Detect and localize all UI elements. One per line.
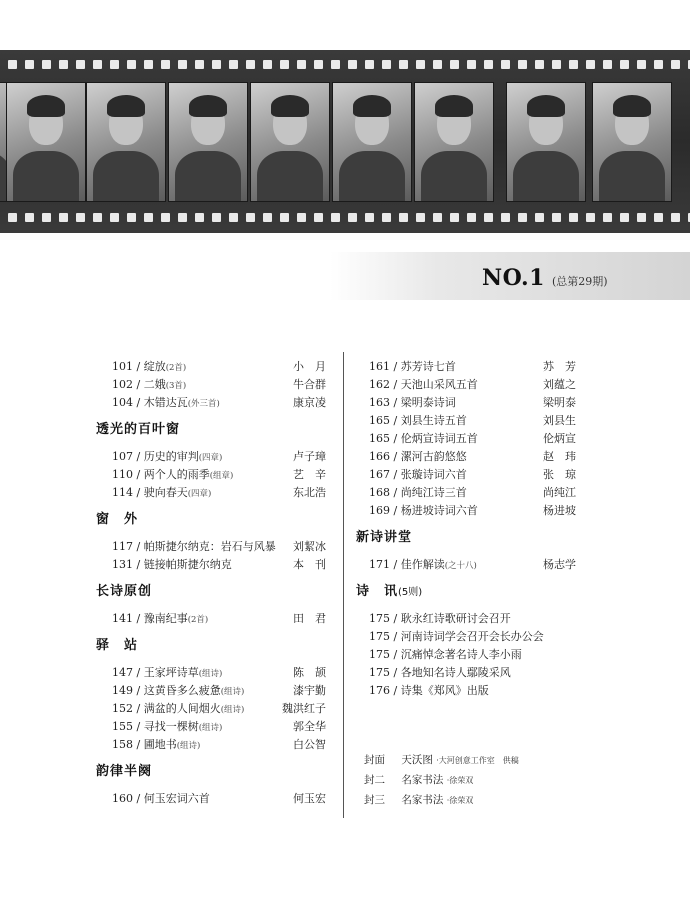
toc-entry[interactable] bbox=[356, 430, 586, 448]
portrait-hair bbox=[353, 95, 391, 117]
toc-page-number: 167 bbox=[369, 468, 390, 481]
toc-title-text: 伦炳宣诗词五首 bbox=[400, 432, 478, 445]
portrait-photo bbox=[168, 82, 248, 202]
sprocket-hole bbox=[620, 60, 629, 69]
portrait-hair bbox=[271, 95, 309, 117]
toc-entry-title: 155 / 寻找一棵树(组诗) bbox=[112, 720, 223, 733]
sprocket-hole bbox=[25, 60, 34, 69]
section-title: 韵律半阕 bbox=[96, 764, 153, 779]
toc-page-number: 141 bbox=[112, 612, 133, 625]
toc-page-number: 155 bbox=[112, 720, 133, 733]
toc-entry-title: 114 / 驶向春天(四章) bbox=[112, 486, 212, 499]
toc-entry-note: (四章) bbox=[198, 453, 223, 463]
toc-entry-title: 141 / 豫南纪事(2首) bbox=[112, 612, 209, 625]
toc-page-number: 117 bbox=[112, 540, 133, 553]
toc-entry[interactable] bbox=[356, 628, 586, 646]
toc-entry-title: 101 / 绽放(2首) bbox=[112, 360, 187, 373]
toc-title-text: 绽放 bbox=[143, 360, 166, 373]
toc-title-text: 驶向春天 bbox=[143, 486, 188, 499]
toc-entry-note: (3首) bbox=[165, 381, 187, 391]
toc-page-number: 158 bbox=[112, 738, 133, 751]
sprocket-hole bbox=[76, 60, 85, 69]
toc-entry-title: 131 / 链接帕斯捷尔纳克 bbox=[112, 558, 232, 571]
toc-author: 刘县生 bbox=[543, 414, 576, 427]
toc-entry[interactable] bbox=[356, 412, 586, 430]
sprocket-hole bbox=[195, 213, 204, 222]
sprocket-hole bbox=[212, 213, 221, 222]
toc-entry[interactable] bbox=[356, 646, 586, 664]
section-heading bbox=[356, 528, 586, 548]
toc-title-text: 尚纯江诗三首 bbox=[400, 486, 467, 499]
portrait-torso bbox=[513, 151, 579, 202]
sprocket-hole bbox=[603, 213, 612, 222]
section-heading bbox=[356, 582, 586, 602]
toc-entry-title: 163 / 梁明泰诗词 bbox=[369, 396, 456, 409]
cover-title: 名家书法 bbox=[401, 774, 444, 786]
sprocket-hole bbox=[297, 213, 306, 222]
toc-title-text: 诗集《郑风》出版 bbox=[400, 684, 489, 697]
sprocket-hole bbox=[110, 60, 119, 69]
toc-entry-note: (之十八) bbox=[444, 561, 477, 571]
sprocket-hole bbox=[76, 213, 85, 222]
sprocket-hole bbox=[467, 60, 476, 69]
sprocket-hole bbox=[569, 213, 578, 222]
sprocket-hole bbox=[450, 213, 459, 222]
toc-entry-title: 165 / 刘县生诗五首 bbox=[369, 414, 467, 427]
sprocket-hole bbox=[161, 213, 170, 222]
toc-entry-note: (2首) bbox=[165, 363, 187, 373]
sprocket-hole bbox=[8, 60, 17, 69]
film-strip-photo-banner bbox=[0, 50, 690, 233]
toc-entry[interactable] bbox=[96, 718, 336, 736]
toc-author: 康京凌 bbox=[293, 396, 326, 409]
sprocket-hole bbox=[93, 60, 102, 69]
sprocket-hole bbox=[331, 213, 340, 222]
portrait-hair bbox=[27, 95, 65, 117]
toc-entry-title: 160 / 何玉宏词六首 bbox=[112, 792, 210, 805]
toc-entry[interactable] bbox=[96, 664, 336, 682]
sprocket-hole bbox=[110, 213, 119, 222]
sprocket-hole bbox=[518, 213, 527, 222]
toc-author: 艺 辛 bbox=[293, 468, 326, 481]
toc-title-text: 帕斯捷尔纳克：岩石与风暴 bbox=[143, 540, 276, 553]
sprocket-hole bbox=[586, 213, 595, 222]
toc-entry[interactable] bbox=[96, 538, 336, 556]
toc-title-text: 梁明泰诗词 bbox=[400, 396, 456, 409]
portrait-hair bbox=[527, 95, 565, 117]
sprocket-hole bbox=[178, 60, 187, 69]
toc-entry[interactable] bbox=[356, 466, 586, 484]
sprocket-hole bbox=[297, 60, 306, 69]
cover-credit: ·大河创意工作室 供稿 bbox=[436, 756, 519, 765]
toc-page-number: 171 bbox=[369, 558, 390, 571]
portrait-photo bbox=[6, 82, 86, 202]
toc-author: 何玉宏 bbox=[293, 792, 326, 805]
sprocket-hole bbox=[416, 60, 425, 69]
toc-entry-title: 169 / 杨进坡诗词六首 bbox=[369, 504, 478, 517]
toc-page-number: 165 bbox=[369, 414, 390, 427]
toc-entry-title: 175 / 河南诗词学会召开会长办公会 bbox=[369, 630, 544, 643]
toc-entry-title: 162 / 天池山采风五首 bbox=[369, 378, 478, 391]
sprocket-hole bbox=[161, 60, 170, 69]
toc-page-number: 160 bbox=[112, 792, 133, 805]
sprocket-hole bbox=[229, 60, 238, 69]
toc-entry[interactable] bbox=[96, 610, 336, 628]
sprocket-hole bbox=[331, 60, 340, 69]
section-title: 窗 外 bbox=[96, 512, 139, 527]
issue-number: NO.1 bbox=[482, 265, 545, 291]
sprocket-hole bbox=[195, 60, 204, 69]
sprocket-hole bbox=[399, 213, 408, 222]
toc-author: 郭全华 bbox=[293, 720, 326, 733]
toc-author: 赵 玮 bbox=[543, 450, 576, 463]
toc-page-number: 168 bbox=[369, 486, 390, 499]
toc-author: 白公智 bbox=[293, 738, 326, 751]
section-heading bbox=[96, 420, 336, 440]
section-title: 长诗原创 bbox=[96, 584, 153, 599]
portrait-hair bbox=[613, 95, 651, 117]
toc-page-number: 175 bbox=[369, 630, 390, 643]
toc-title-text: 天池山采风五首 bbox=[400, 378, 478, 391]
toc-title-text: 寻找一棵树 bbox=[143, 720, 199, 733]
sprocket-hole bbox=[348, 213, 357, 222]
toc-title-text: 刘县生诗五首 bbox=[400, 414, 467, 427]
cover-label: 封二 bbox=[364, 774, 385, 786]
toc-entry[interactable] bbox=[356, 556, 586, 574]
toc-page-number: 152 bbox=[112, 702, 133, 715]
toc-title-text: 这黄昏多么疲惫 bbox=[143, 684, 221, 697]
sprocket-hole bbox=[178, 213, 187, 222]
toc-entry-title: 152 / 满盆的人间烟火(组诗) bbox=[112, 702, 245, 715]
portrait-torso bbox=[257, 151, 323, 202]
sprocket-hole bbox=[501, 213, 510, 222]
toc-entry[interactable] bbox=[96, 448, 336, 466]
toc-author: 小 月 bbox=[293, 360, 326, 373]
toc-entry[interactable] bbox=[96, 466, 336, 484]
sprocket-hole bbox=[501, 60, 510, 69]
sprocket-hole bbox=[586, 60, 595, 69]
toc-title-text: 两个人的雨季 bbox=[143, 468, 210, 481]
toc-author: 田 君 bbox=[293, 612, 326, 625]
toc-entry[interactable] bbox=[356, 484, 586, 502]
sprocket-hole bbox=[620, 213, 629, 222]
toc-entry-title: 166 / 漯河古韵悠悠 bbox=[369, 450, 467, 463]
toc-entry-title: 176 / 诗集《郑风》出版 bbox=[369, 684, 489, 697]
toc-entry-note: (组诗) bbox=[198, 669, 223, 679]
toc-entry-title: 175 / 各地知名诗人鄢陵采风 bbox=[369, 666, 511, 679]
portrait-photo bbox=[506, 82, 586, 202]
toc-author: 牛合群 bbox=[293, 378, 326, 391]
toc-entry-title: 104 / 木错达瓦(外三首) bbox=[112, 396, 220, 409]
toc-author: 杨志学 bbox=[543, 558, 576, 571]
toc-page-number: 101 bbox=[112, 360, 133, 373]
sprocket-hole bbox=[25, 213, 34, 222]
toc-page-number: 175 bbox=[369, 666, 390, 679]
sprocket-hole bbox=[654, 60, 663, 69]
sprocket-hole bbox=[603, 60, 612, 69]
issue-total: (总第29期) bbox=[552, 275, 608, 288]
toc-entry-title: 102 / 二娥(3首) bbox=[112, 378, 187, 391]
toc-entry-title: 158 / 圃地书(组诗) bbox=[112, 738, 201, 751]
portrait-photo bbox=[592, 82, 672, 202]
toc-title-text: 佳作解读 bbox=[400, 558, 445, 571]
sprocket-hole bbox=[8, 213, 17, 222]
toc-entry[interactable] bbox=[356, 682, 586, 700]
sprocket-hole bbox=[42, 213, 51, 222]
sprocket-hole bbox=[280, 60, 289, 69]
toc-author: 杨进坡 bbox=[543, 504, 576, 517]
toc-entry[interactable] bbox=[356, 448, 586, 466]
toc-page-number: 104 bbox=[112, 396, 133, 409]
toc-author: 伦炳宣 bbox=[543, 432, 576, 445]
sprocket-hole bbox=[314, 213, 323, 222]
toc-page-number: 149 bbox=[112, 684, 133, 697]
portrait-photo bbox=[86, 82, 166, 202]
toc-entry-title: 175 / 沉痛悼念著名诗人李小雨 bbox=[369, 648, 522, 661]
toc-page-number: 102 bbox=[112, 378, 133, 391]
toc-page-number: 110 bbox=[112, 468, 133, 481]
toc-title-text: 满盆的人间烟火 bbox=[143, 702, 221, 715]
toc-entry-note: (组诗) bbox=[198, 723, 223, 733]
section-title: 新诗讲堂 bbox=[356, 530, 413, 545]
toc-author: 漆宇勤 bbox=[293, 684, 326, 697]
toc-right-column bbox=[356, 358, 586, 700]
toc-author: 本 刊 bbox=[293, 558, 326, 571]
toc-title-text: 张璇诗词六首 bbox=[400, 468, 467, 481]
toc-entry[interactable] bbox=[96, 682, 336, 700]
toc-entry[interactable] bbox=[96, 376, 336, 394]
toc-entry[interactable] bbox=[96, 736, 336, 754]
toc-author: 梁明泰 bbox=[543, 396, 576, 409]
toc-entry-title: 107 / 历史的审判(四章) bbox=[112, 450, 223, 463]
toc-entry-title: 175 / 耿永红诗歌研讨会召开 bbox=[369, 612, 511, 625]
portrait-torso bbox=[339, 151, 405, 202]
toc-entry[interactable] bbox=[356, 610, 586, 628]
section-heading bbox=[96, 510, 336, 530]
sprocket-hole bbox=[671, 60, 680, 69]
film-sprocket-holes-top bbox=[0, 58, 690, 72]
sprocket-hole bbox=[229, 213, 238, 222]
section-note: (5则) bbox=[398, 587, 423, 598]
toc-entry-note: (2首) bbox=[187, 615, 209, 625]
portrait-torso bbox=[421, 151, 487, 202]
portrait-torso bbox=[175, 151, 241, 202]
toc-title-text: 王家坪诗草 bbox=[143, 666, 199, 679]
cover-credit: ·徐荣双 bbox=[446, 776, 474, 785]
toc-entry-note: (组章) bbox=[209, 471, 234, 481]
toc-author: 陈 颉 bbox=[293, 666, 326, 679]
sprocket-hole bbox=[127, 213, 136, 222]
cover-credit-row bbox=[364, 790, 519, 810]
toc-title-text: 各地知名诗人鄢陵采风 bbox=[400, 666, 511, 679]
toc-entry-title: 168 / 尚纯江诗三首 bbox=[369, 486, 467, 499]
toc-entry-note: (四章) bbox=[187, 489, 212, 499]
toc-title-text: 豫南纪事 bbox=[143, 612, 188, 625]
sprocket-hole bbox=[484, 213, 493, 222]
sprocket-hole bbox=[382, 213, 391, 222]
toc-author: 刘蕴之 bbox=[543, 378, 576, 391]
toc-entry-note: (组诗) bbox=[220, 687, 245, 697]
toc-entry[interactable] bbox=[96, 394, 336, 412]
toc-entry-title: 110 / 两个人的雨季(组章) bbox=[112, 468, 234, 481]
portrait-photo bbox=[332, 82, 412, 202]
toc-title-text: 耿永红诗歌研讨会召开 bbox=[400, 612, 511, 625]
toc-title-text: 木错达瓦 bbox=[143, 396, 188, 409]
toc-left-column bbox=[96, 358, 336, 808]
toc-entry-title: 147 / 王家坪诗草(组诗) bbox=[112, 666, 223, 679]
sprocket-hole bbox=[637, 213, 646, 222]
toc-title-text: 漯河古韵悠悠 bbox=[400, 450, 467, 463]
toc-entry-note: (组诗) bbox=[176, 741, 201, 751]
sprocket-hole bbox=[654, 213, 663, 222]
toc-entry[interactable] bbox=[96, 358, 336, 376]
toc-entry[interactable] bbox=[356, 394, 586, 412]
sprocket-hole bbox=[246, 213, 255, 222]
toc-title-text: 河南诗词学会召开会长办公会 bbox=[400, 630, 544, 643]
cover-label: 封面 bbox=[364, 754, 385, 766]
sprocket-hole bbox=[535, 213, 544, 222]
sprocket-hole bbox=[552, 213, 561, 222]
toc-page-number: 162 bbox=[369, 378, 390, 391]
toc-page-number: 169 bbox=[369, 504, 390, 517]
toc-page-number: 175 bbox=[369, 648, 390, 661]
toc-entry-note: (外三首) bbox=[187, 399, 220, 409]
sprocket-hole bbox=[416, 213, 425, 222]
sprocket-hole bbox=[42, 60, 51, 69]
cover-label: 封三 bbox=[364, 794, 385, 806]
sprocket-hole bbox=[280, 213, 289, 222]
toc-title-text: 苏芳诗七首 bbox=[400, 360, 456, 373]
toc-author: 尚纯江 bbox=[543, 486, 576, 499]
sprocket-hole bbox=[467, 213, 476, 222]
toc-author: 张 琼 bbox=[543, 468, 576, 481]
film-sprocket-holes-bottom bbox=[0, 211, 690, 225]
cover-credits bbox=[364, 750, 519, 810]
sprocket-hole bbox=[569, 60, 578, 69]
cover-title: 天沃图 bbox=[401, 754, 433, 766]
toc-entry-title: 167 / 张璇诗词六首 bbox=[369, 468, 467, 481]
toc-title-text: 二娥 bbox=[143, 378, 166, 391]
toc-entry[interactable] bbox=[356, 358, 586, 376]
toc-title-text: 何玉宏词六首 bbox=[143, 792, 210, 805]
section-heading bbox=[96, 636, 336, 656]
sprocket-hole bbox=[433, 60, 442, 69]
toc-page-number: 161 bbox=[369, 360, 390, 373]
portrait-photo bbox=[414, 82, 494, 202]
toc-title-text: 链接帕斯捷尔纳克 bbox=[143, 558, 232, 571]
toc-author: 刘絜冰 bbox=[293, 540, 326, 553]
sprocket-hole bbox=[484, 60, 493, 69]
portrait-torso bbox=[599, 151, 665, 202]
toc-entry[interactable] bbox=[96, 556, 336, 574]
section-title: 透光的百叶窗 bbox=[96, 422, 181, 437]
section-title: 诗 讯 bbox=[356, 584, 399, 599]
toc-page-number: 166 bbox=[369, 450, 390, 463]
cover-title: 名家书法 bbox=[401, 794, 444, 806]
section-heading bbox=[96, 582, 336, 602]
sprocket-hole bbox=[518, 60, 527, 69]
sprocket-hole bbox=[535, 60, 544, 69]
toc-author: 苏 芳 bbox=[543, 360, 576, 373]
sprocket-hole bbox=[314, 60, 323, 69]
sprocket-hole bbox=[59, 60, 68, 69]
cover-credit-row bbox=[364, 750, 519, 770]
toc-entry[interactable] bbox=[356, 664, 586, 682]
section-heading bbox=[96, 762, 336, 782]
cover-credit-row bbox=[364, 770, 519, 790]
toc-page-number: 175 bbox=[369, 612, 390, 625]
portrait-torso bbox=[13, 151, 79, 202]
cover-credit: ·徐荣双 bbox=[446, 796, 474, 805]
toc-page-number: 163 bbox=[369, 396, 390, 409]
toc-entry[interactable] bbox=[356, 376, 586, 394]
sprocket-hole bbox=[365, 213, 374, 222]
toc-author: 卢子璋 bbox=[293, 450, 326, 463]
sprocket-hole bbox=[365, 60, 374, 69]
sprocket-hole bbox=[671, 213, 680, 222]
sprocket-hole bbox=[212, 60, 221, 69]
sprocket-hole bbox=[144, 213, 153, 222]
toc-entry-note: (组诗) bbox=[220, 705, 245, 715]
toc-entry-title: 149 / 这黄昏多么疲惫(组诗) bbox=[112, 684, 245, 697]
toc-page-number: 147 bbox=[112, 666, 133, 679]
toc-entry-title: 165 / 伦炳宣诗词五首 bbox=[369, 432, 478, 445]
toc-entry-title: 171 / 佳作解读(之十八) bbox=[369, 558, 477, 571]
sprocket-hole bbox=[382, 60, 391, 69]
column-divider bbox=[343, 352, 344, 818]
sprocket-hole bbox=[399, 60, 408, 69]
toc-title-text: 杨进坡诗词六首 bbox=[400, 504, 478, 517]
toc-entry[interactable] bbox=[96, 790, 336, 808]
sprocket-hole bbox=[127, 60, 136, 69]
sprocket-hole bbox=[93, 213, 102, 222]
toc-author: 魏洪红子 bbox=[282, 702, 326, 715]
portrait-hair bbox=[435, 95, 473, 117]
portrait-hair bbox=[107, 95, 145, 117]
toc-title-text: 历史的审判 bbox=[143, 450, 199, 463]
toc-page-number: 165 bbox=[369, 432, 390, 445]
toc-page-number: 176 bbox=[369, 684, 390, 697]
sprocket-hole bbox=[637, 60, 646, 69]
toc-page-number: 107 bbox=[112, 450, 133, 463]
sprocket-hole bbox=[263, 60, 272, 69]
sprocket-hole bbox=[433, 213, 442, 222]
toc-entry-title: 117 / 帕斯捷尔纳克：岩石与风暴 bbox=[112, 540, 276, 553]
toc-title-text: 沉痛悼念著名诗人李小雨 bbox=[400, 648, 522, 661]
portrait-torso bbox=[93, 151, 159, 202]
sprocket-hole bbox=[552, 60, 561, 69]
toc-entry[interactable] bbox=[96, 484, 336, 502]
portrait-photo bbox=[250, 82, 330, 202]
sprocket-hole bbox=[450, 60, 459, 69]
sprocket-hole bbox=[144, 60, 153, 69]
toc-author: 东北浩 bbox=[293, 486, 326, 499]
toc-entry[interactable] bbox=[356, 502, 586, 520]
sprocket-hole bbox=[348, 60, 357, 69]
toc-title-text: 圃地书 bbox=[143, 738, 177, 751]
sprocket-hole bbox=[263, 213, 272, 222]
toc-page-number: 131 bbox=[112, 558, 133, 571]
portrait-hair bbox=[189, 95, 227, 117]
toc-entry[interactable] bbox=[96, 700, 336, 718]
toc-entry-title: 161 / 苏芳诗七首 bbox=[369, 360, 456, 373]
toc-page-number: 114 bbox=[112, 486, 133, 499]
section-title: 驿 站 bbox=[96, 638, 139, 653]
sprocket-hole bbox=[246, 60, 255, 69]
sprocket-hole bbox=[59, 213, 68, 222]
